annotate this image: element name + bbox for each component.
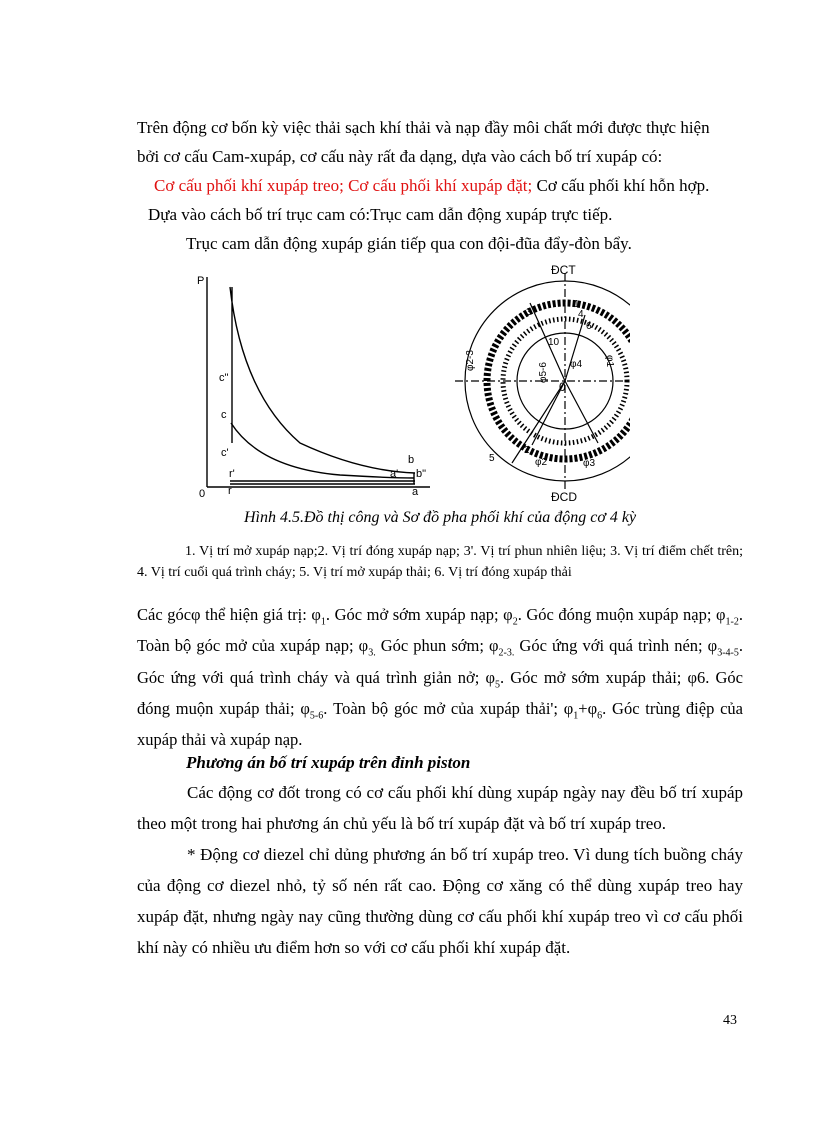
a-label: a	[412, 486, 419, 498]
angles-s1: 1	[320, 616, 326, 628]
phi56-label: φ5-6	[538, 362, 549, 383]
angles-t10: . Góc trùng điệp của xupáp thải và xupáp nạp.	[137, 698, 743, 750]
phi2-label: φ2	[535, 457, 548, 468]
num-10: 10	[548, 337, 560, 348]
p-label: P	[197, 275, 205, 287]
c2-label: c"	[219, 372, 229, 384]
angles-s7: 5	[494, 678, 500, 690]
angles-t8: . Toàn bộ góc mở của xupáp thải'; φ	[323, 698, 574, 718]
pv-diagram	[207, 277, 430, 487]
page-number: 43	[723, 1013, 737, 1028]
tdc-label: ĐCT	[551, 263, 576, 277]
body-p1-text: Các động cơ đốt trong có cơ cấu phối khí dùng xupáp ngày nay đều bố trí xupáp theo một trong hai phương án chủ yếu là bố trí xupáp đặt và bố trí xupáp treo.	[137, 783, 743, 833]
angles-s4: 3.	[368, 647, 376, 659]
body-paragraph-1	[137, 777, 743, 839]
num-4: 4	[578, 309, 584, 320]
phi1-label: φ1	[604, 355, 615, 368]
origin-label: 0	[199, 488, 206, 500]
angles-t5: Góc ứng với quá trình nén; φ	[514, 636, 718, 656]
bdc-label: ĐCD	[551, 490, 577, 503]
body-paragraphs	[137, 777, 743, 963]
num-6: 6	[586, 321, 592, 332]
intro-line-5: Trục cam dẫn động xupáp gián tiếp qua con đội-đũa đẩy-đòn bẩy.	[186, 234, 632, 253]
valve-overhead-text: Cơ cấu phối khí xupáp treo;	[154, 176, 344, 195]
expansion-curve	[230, 287, 415, 473]
angles-s9: 1	[573, 710, 579, 722]
radial-line-2	[565, 381, 598, 443]
num-5: 5	[489, 453, 495, 464]
phi4-label: φ4	[570, 359, 583, 370]
figure-svg	[190, 263, 630, 503]
intro-line-1: Trên động cơ bốn kỳ việc thải sạch khí thải và nạp đầy môi chất mới được thực hiện	[137, 118, 710, 137]
c1-label: c'	[221, 447, 229, 459]
num-1: 1	[574, 299, 580, 310]
angles-t0: Các gócφ thể hiện giá trị: φ	[137, 605, 321, 624]
angles-t4: Góc phun sớm; φ	[375, 636, 499, 656]
num-3: 3	[526, 307, 532, 318]
figure-caption: Hình 4.5.Đồ thị công và Sơ đồ pha phối khí của động cơ 4 kỳ	[243, 509, 637, 526]
b2-label: b"	[416, 468, 427, 480]
angles-s5: 2-3.	[498, 647, 515, 659]
angles-t3: . Toàn bộ góc mở của xupáp nạp; φ	[137, 605, 743, 656]
section-heading: Phương án bố trí xupáp trên đỉnh piston	[186, 753, 471, 772]
r-label: r	[228, 485, 232, 497]
intro-line-4: Dựa vào cách bố trí trục cam có:Trục cam dẫn động xupáp trực tiếp.	[148, 205, 613, 224]
angles-s8: 5-6	[309, 710, 324, 722]
angles-s3: 1-2	[725, 616, 739, 628]
body-paragraph-2	[137, 839, 743, 963]
valve-mixed-text: Cơ cấu phối khí hỗn hợp.	[536, 176, 710, 195]
center-label: 0	[559, 380, 566, 394]
angles-t9: +φ	[578, 698, 598, 718]
angles-t7: . Góc mở sớm xupáp thải; φ6. Góc đóng muộn xupáp thải; φ	[137, 667, 743, 718]
phi3-label: φ3	[583, 458, 596, 469]
intro-line-2: bởi cơ cấu Cam-xupáp, cơ cấu này rất đa dạng, dựa vào cách bố trí xupáp có:	[137, 147, 663, 166]
a1-label: a'	[390, 468, 399, 480]
figure-legend	[137, 541, 743, 583]
figure-diagrams	[190, 263, 630, 503]
c-label: c	[221, 409, 227, 421]
radial-line-4	[565, 315, 585, 381]
angles-s10: 6	[597, 710, 603, 722]
angles-s2: 2	[512, 616, 518, 628]
angle-descriptions	[137, 603, 743, 752]
angles-t1: . Góc mở sớm xupáp nạp; φ	[325, 605, 513, 624]
body-p2-text: * Động cơ diezel chỉ dủng phương án bố trí xupáp treo. Vì dung tích buồng cháy của động cơ diezel nhỏ, tỷ số nén rất cao. Động cơ xăng có thể dùng xupáp treo hay xupáp đặt, nhưng ngày nay cũng thường dùng cơ cấu phối khí xupáp treo vì cơ cấu phối khí này có nhiều ưu điểm hơn so với cơ cấu phối khí xupáp đặt.	[137, 845, 743, 957]
b-label: b	[408, 454, 415, 466]
legend-text: 1. Vị trí mở xupáp nạp;2. Vị trí đóng xupáp nạp; 3'. Vị trí phun nhiên liệu; 3. Vị trí điểm chết trên; 4. Vị trí cuối quá trình cháy; 5. Vị trí mở xupáp thải; 6. Vị trí đóng xupáp thải	[137, 544, 743, 580]
angles-s6: 3-4-5	[717, 647, 739, 659]
intro-line-3	[154, 171, 760, 200]
angles-t2: . Góc đóng muộn xupáp nạp; φ	[517, 605, 726, 624]
valve-side-text: Cơ cấu phối khí xupáp đặt;	[348, 176, 533, 195]
r1-label: r'	[229, 468, 235, 480]
angles-t6: . Góc ứng với quá trình cháy và quá trình giản nở; φ	[137, 636, 743, 687]
num-2: 2	[524, 445, 530, 456]
phi23-label: φ2-3	[465, 350, 476, 371]
